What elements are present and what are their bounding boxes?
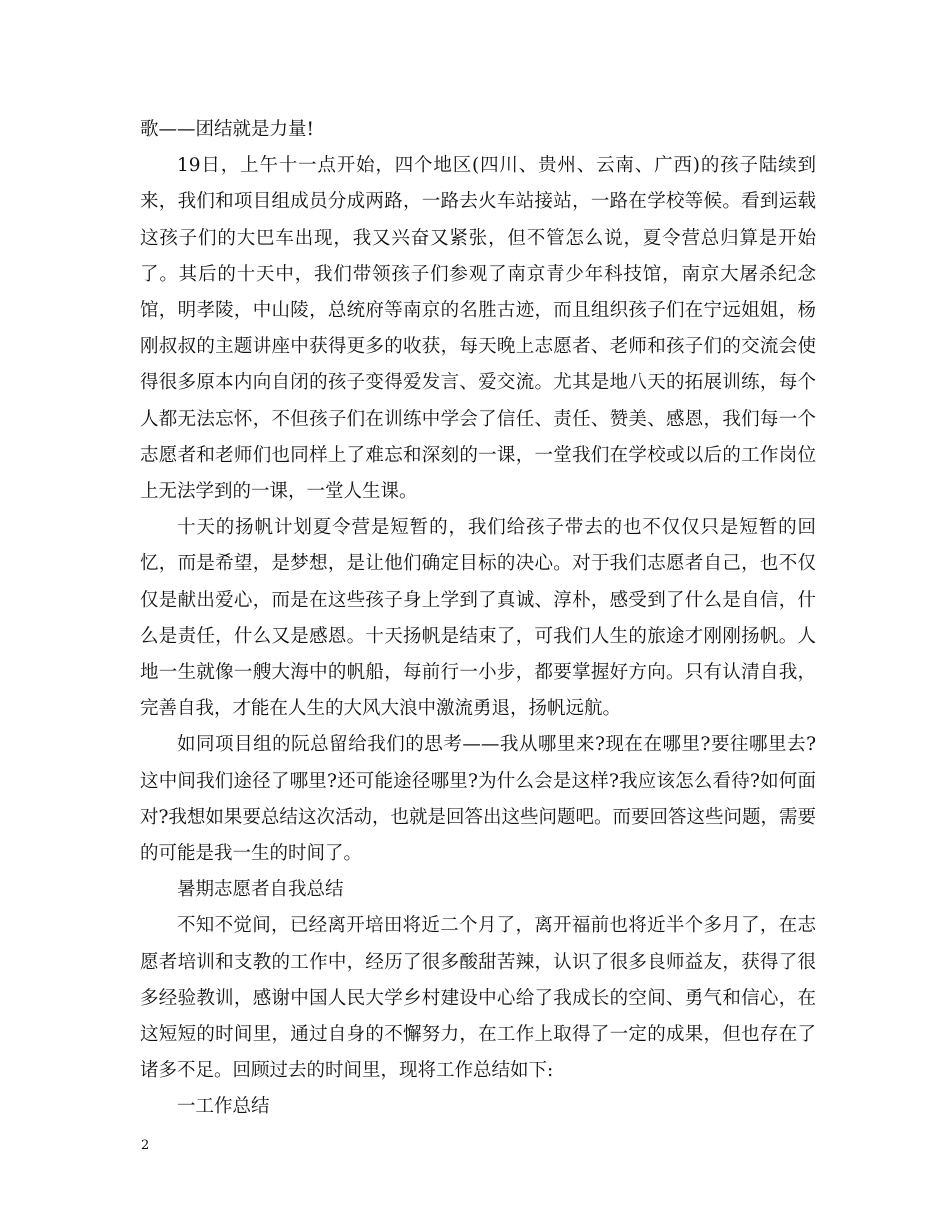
paragraph-continuation: 歌——团结就是力量! bbox=[140, 119, 314, 140]
section-heading-summary: 暑期志愿者自我总结 bbox=[177, 879, 344, 901]
document-body bbox=[140, 112, 816, 1126]
paragraph-camp-reflection: 十天的扬帆计划夏令营是短暂的，我们给孩子带去的也不仅仅只是短暂的回忆，而是希望，是梦想，是让他们确定目标的决心。对于我们志愿者自己，也不仅仅是献出爱心，而是在这些孩子身上学到了真诚、淳朴，感受到了什么是自信，什么是责任，什么又是感恩。十天扬帆是结束了，可我们人生的旅途才刚刚扬帆。人地一生就像一艘大海中的帆船，每前行一小步，都要掌握好方向。只有认清自我，完善自我，才能在人生的大风大浪中激流勇退，扬帆远航。 bbox=[140, 517, 816, 720]
paragraph-summary-intro: 不知不觉间，已经离开培田将近二个月了，离开福前也将近半个多月了，在志愿者培训和支教的工作中，经历了很多酸甜苦辣，认识了很多良师益友，获得了很多经验教训，感谢中国人民大学乡村建设中心给了我成长的空间、勇气和信心，在这短短的时间里，通过自身的不懈努力，在工作上取得了一定的成果，但也存在了诸多不足。回顾过去的时间里，现将工作总结如下: bbox=[140, 915, 816, 1082]
page-number: 2 bbox=[141, 1138, 150, 1153]
section-heading-work: 一工作总结 bbox=[177, 1096, 270, 1118]
paragraph-questions: 如同项目组的阮总留给我们的思考——我从哪里来?现在在哪里?要往哪里去?这中间我们途径了哪里?还可能途径哪里?为什么会是这样?我应该怎么看待?如何面对?我想如果要总结这次活动，也就是回答出这些问题吧。而要回答这些问题，需要的可能是我一生的时间了。 bbox=[140, 734, 816, 865]
paragraph-camp-arrival: 19日，上午十一点开始，四个地区(四川、贵州、云南、广西)的孩子陆续到来，我们和项目组成员分成两路，一路去火车站接站，一路在学校等候。看到运载这孩子们的大巴车出现，我又兴奋又紧张，但不管怎么说，夏令营总归算是开始了。其后的十天中，我们带领孩子们参观了南京青少年科技馆，南京大屠杀纪念馆，明孝陵，中山陵，总统府等南京的名胜古迹，而且组织孩子们在宁远姐姐，杨刚叔叔的主题讲座中获得更多的收获，每天晚上志愿者、老师和孩子们的交流会使得很多原本内向自闭的孩子变得爱发言、爱交流。尤其是地八天的拓展训练，每个人都无法忘怀，不但孩子们在训练中学会了信任、责任、赞美、感恩，我们每一个志愿者和老师们也同样上了难忘和深刻的一课，一堂我们在学校或以后的工作岗位上无法学到的一课，一堂人生课。 bbox=[140, 155, 816, 503]
